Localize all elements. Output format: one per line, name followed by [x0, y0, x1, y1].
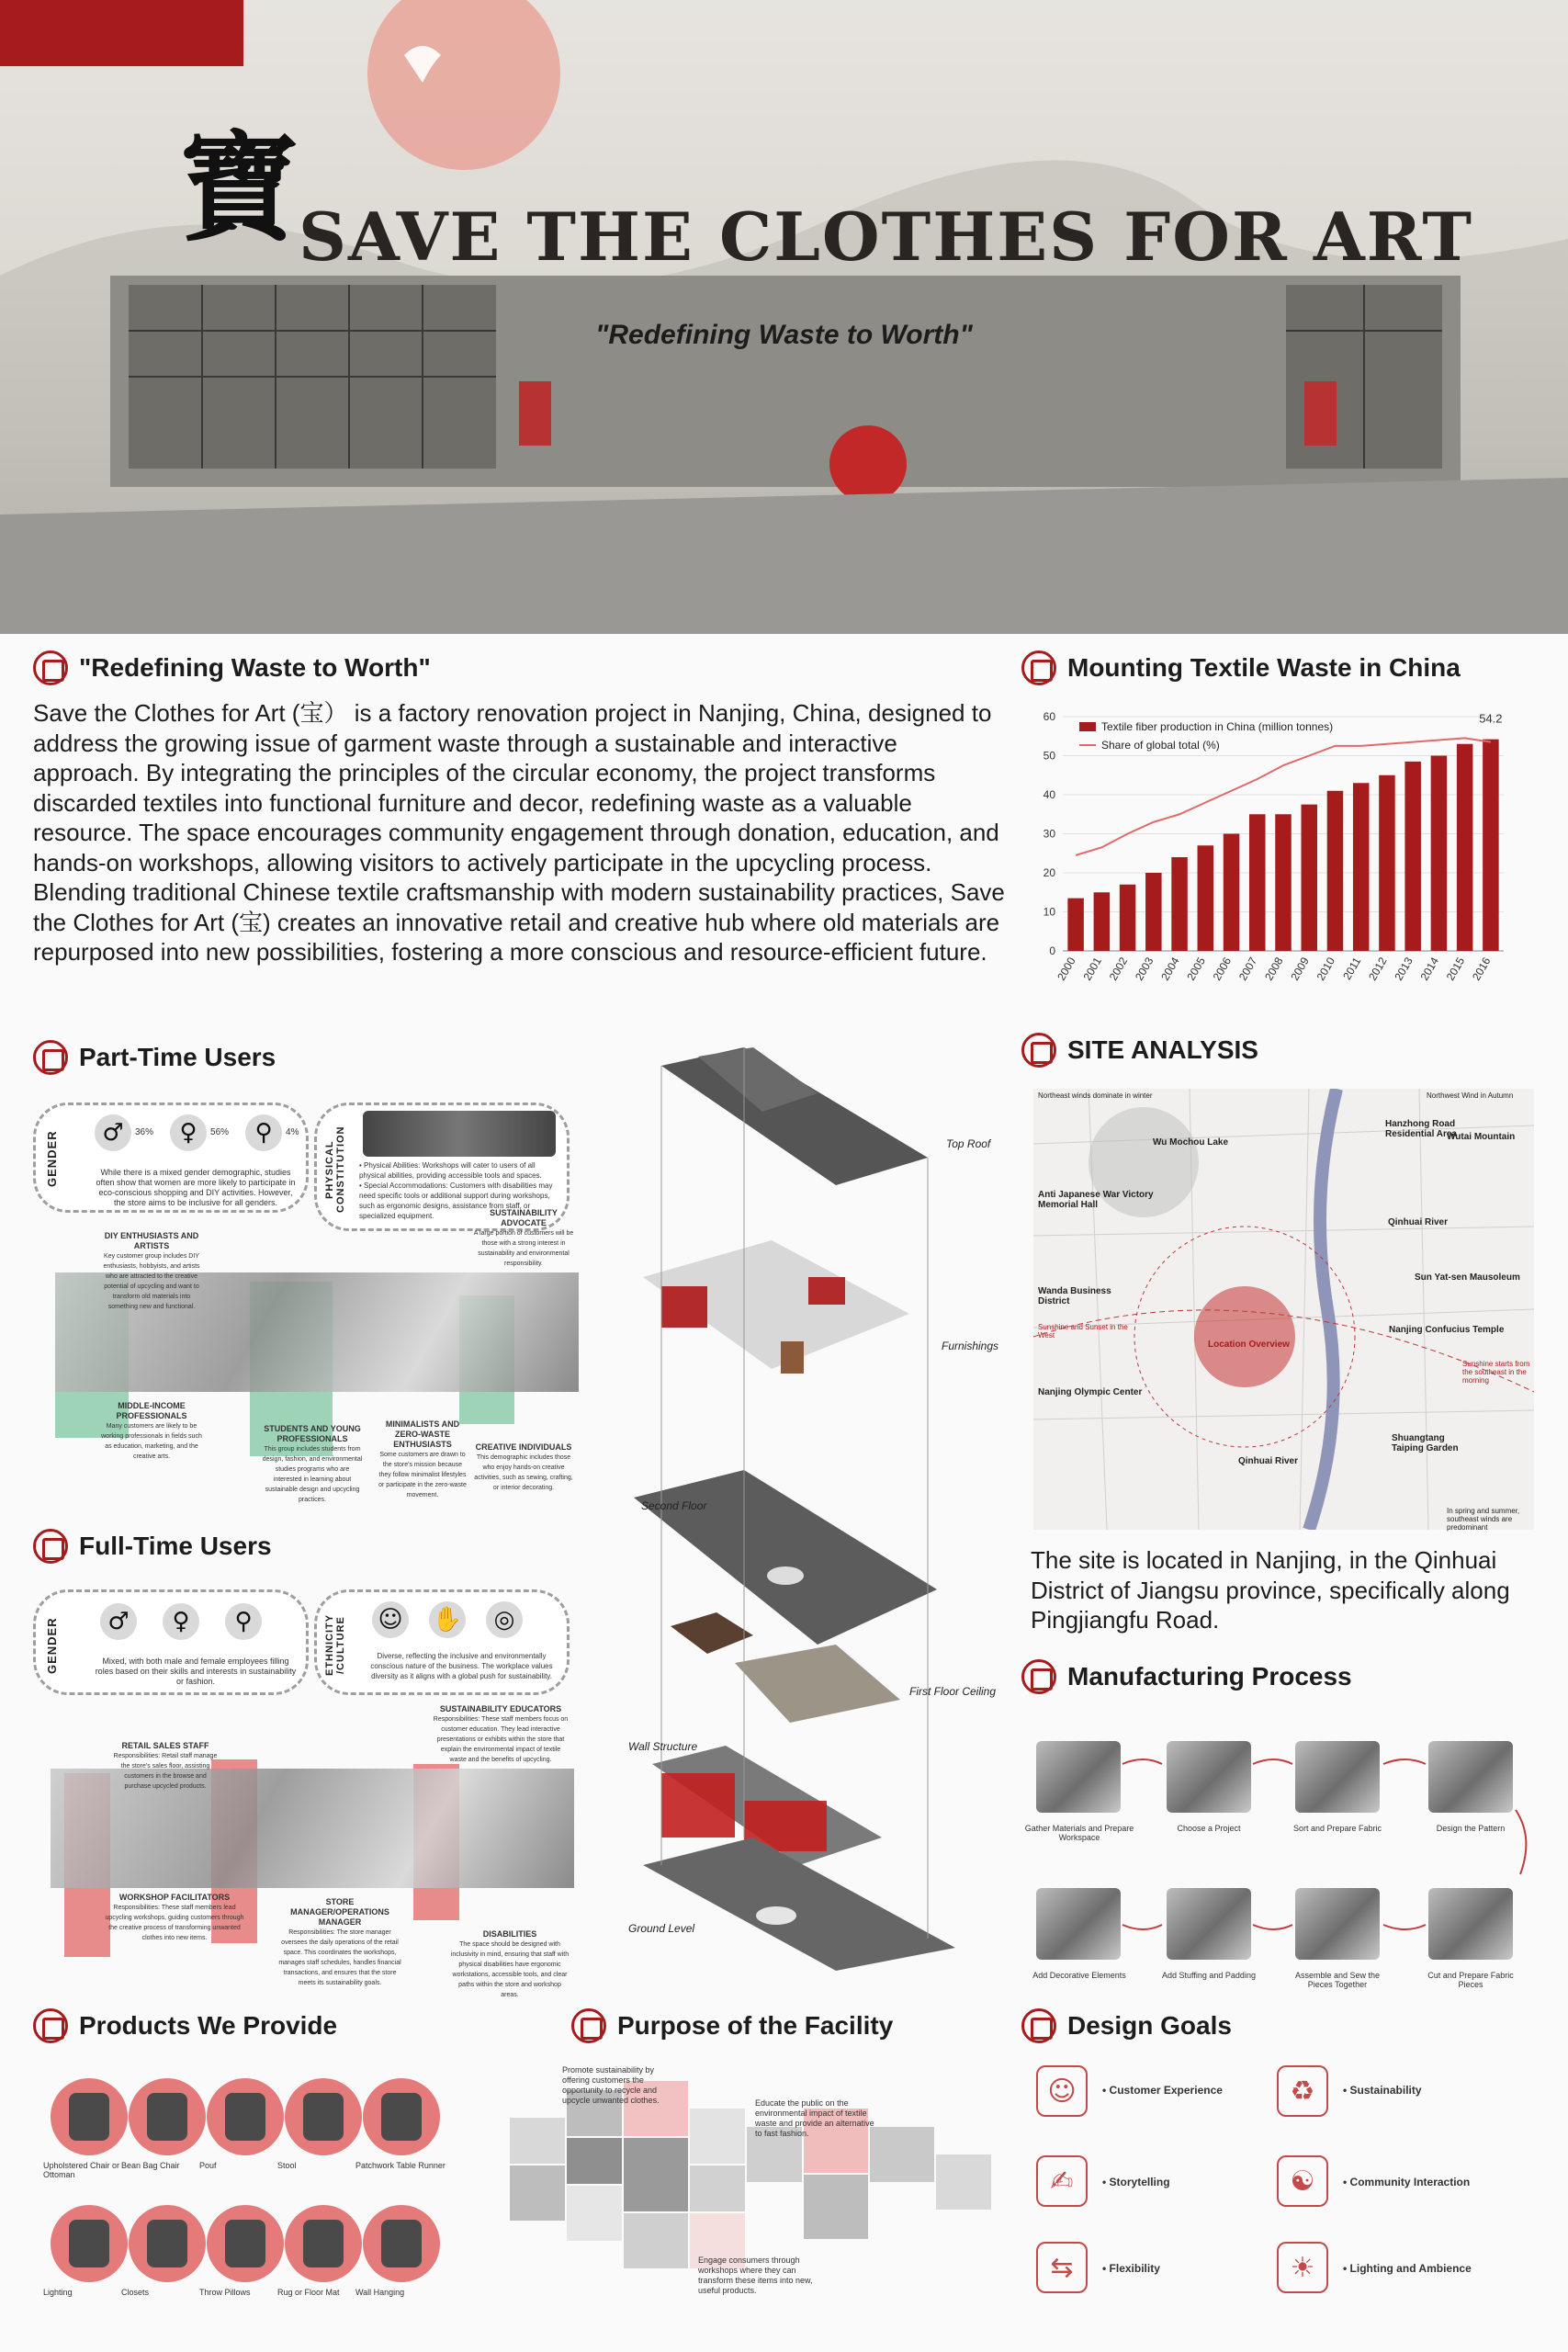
persona-text: Some customers are drawn to the store's mission because they follow minimalist lifestyles or participate in the zero-waste movement. — [378, 1452, 467, 1498]
ceiling-wood — [671, 1612, 753, 1654]
person-icon: ⚲ — [225, 1603, 262, 1640]
data-callout: 54.2 — [1479, 711, 1503, 726]
ethnicity-label: ETHNICITY /CULTURE — [324, 1613, 346, 1677]
hero-illustration — [0, 0, 1568, 634]
site-label: Shuangtang Taiping Garden — [1392, 1433, 1459, 1453]
product-label: Patchwork Table Runner — [355, 2161, 446, 2170]
goals-heading — [1021, 2008, 1232, 2043]
site-heading — [1021, 1033, 1258, 1068]
product-circle — [51, 2205, 128, 2282]
x-tick-label: 2015 — [1443, 955, 1468, 983]
gender-icons — [100, 1603, 262, 1640]
process-step-label: Design the Pattern — [1436, 1824, 1506, 1833]
product-label: Rug or Floor Mat — [277, 2288, 340, 2297]
product-image — [225, 2220, 265, 2267]
gender-stat-male — [95, 1114, 153, 1151]
persona-title: MIDDLE-INCOME PROFESSIONALS — [116, 1401, 187, 1420]
process-step-label: Sort and Prepare Fabric — [1292, 1824, 1382, 1833]
persona-card — [473, 1442, 574, 1493]
bar — [1145, 873, 1162, 951]
bar — [1301, 805, 1317, 951]
full-time-heading-label: Full-Time Users — [79, 1532, 272, 1560]
y-tick-label: 60 — [1043, 710, 1055, 723]
goal-label: • Flexibility — [1102, 2262, 1160, 2275]
x-tick-label: 2008 — [1262, 955, 1286, 983]
physical-label: PHYSICAL CONSTITUTION — [324, 1125, 346, 1214]
product-circle — [285, 2205, 362, 2282]
chinese-knot-icon — [33, 2008, 68, 2043]
axo-label-furnishings: Furnishings — [942, 1340, 999, 1352]
persona-card — [468, 1208, 579, 1269]
product-circle — [129, 2205, 206, 2282]
ethnicity-note: Diverse, reflecting the inclusive and environmentally conscious nature of the business. The workplace values diversity as it aligns with a global push for sustainability. — [370, 1652, 553, 1680]
x-tick-label: 2016 — [1470, 955, 1494, 983]
process-step-label: Assemble and Sew the Pieces Together — [1294, 1971, 1381, 1989]
goal-label: • Storytelling — [1102, 2176, 1170, 2188]
persona-text: This group includes students from design, fashion, and environmental studies programs who are interested in learning about sustainable design and upcycling practices. — [262, 1446, 363, 1503]
storytelling-icon: ✍ — [1036, 2155, 1088, 2207]
hero-red-door — [829, 425, 907, 503]
bar — [1327, 791, 1344, 951]
x-tick-label: 2001 — [1080, 955, 1104, 983]
product-image — [69, 2220, 109, 2267]
purpose-heading-label: Purpose of the Facility — [617, 2011, 894, 2040]
furnishing-unit — [661, 1286, 707, 1328]
persona-card — [432, 1704, 570, 1765]
gender-stat-female — [170, 1114, 229, 1151]
bar — [1067, 899, 1084, 951]
female-icon: ♀ — [170, 1114, 207, 1151]
site-label: Wutai Mountain — [1447, 1132, 1516, 1142]
gender-stat-value: 56% — [210, 1127, 230, 1137]
x-tick-label: 2009 — [1288, 955, 1312, 983]
manufacturing-heading — [1021, 1659, 1352, 1694]
persona-text: Many customers are likely to be working professionals in fields such as education, marketing, and the creative arts. — [101, 1423, 202, 1460]
persona-title: CREATIVE INDIVIDUALS — [475, 1442, 572, 1452]
product-label: Wall Hanging — [355, 2288, 405, 2297]
chinese-knot-icon — [1021, 1033, 1056, 1068]
site-label: Hanzhong Road Residential Area — [1385, 1119, 1457, 1139]
goal-label: • Customer Experience — [1102, 2084, 1223, 2097]
purpose-heading — [571, 2008, 893, 2043]
products-heading-label: Products We Provide — [79, 2011, 338, 2040]
gender-stat-value: 36% — [135, 1127, 154, 1137]
manufacturing-heading-label: Manufacturing Process — [1067, 1662, 1352, 1690]
bar — [1431, 756, 1448, 952]
chinese-knot-icon — [571, 2008, 606, 2043]
purpose-point: Engage consumers through workshops where they can transform these items into new, useful products. — [698, 2256, 813, 2295]
product-circle — [129, 2078, 206, 2155]
qinhuai-river — [1309, 1089, 1337, 1530]
intro-heading-label: "Redefining Waste to Worth" — [79, 653, 431, 682]
first-floor-ceiling-plate — [735, 1645, 900, 1723]
site-label: Sunshine and Sunset in the West — [1038, 1323, 1128, 1340]
product-label: Closets — [121, 2288, 150, 2297]
x-tick-label: 2013 — [1392, 955, 1416, 983]
site-label: Nanjing Olympic Center — [1038, 1387, 1143, 1397]
persona-title: MINIMALISTS AND ZERO-WASTE ENTHUSIASTS — [385, 1419, 460, 1449]
product-image — [147, 2093, 187, 2141]
unity-icon: ◎ — [486, 1601, 523, 1638]
process-step-label: Gather Materials and Prepare Workspace — [1024, 1824, 1134, 1842]
hero-red-corner — [0, 0, 243, 66]
ethnicity-panel — [314, 1589, 570, 1695]
bar — [1275, 814, 1292, 951]
gender-stat-other — [245, 1114, 299, 1151]
y-tick-label: 30 — [1043, 827, 1055, 841]
chinese-knot-icon — [33, 1529, 68, 1564]
goal-label: • Lighting and Ambience — [1343, 2262, 1472, 2275]
bar — [1198, 845, 1214, 951]
persona-card — [101, 1231, 202, 1312]
diversity-icon: ☺ — [372, 1601, 409, 1638]
y-tick-label: 20 — [1043, 866, 1055, 879]
physical-note: • Physical Abilities: Workshops will cater to users of all physical abilities, providing accessible tools and spaces. • Special Accommodations: Customers with disabilities may need specific tools or additional support during workshops, such as ergonomic designs, assistance from staff, or specialized equipment. — [359, 1161, 553, 1220]
x-tick-label: 2005 — [1184, 955, 1208, 983]
disability-figures-image — [363, 1111, 556, 1157]
persona-title: DISABILITIES — [482, 1929, 537, 1939]
floor-opening — [767, 1566, 804, 1585]
process-step-label: Choose a Project — [1177, 1824, 1241, 1833]
bar — [1094, 892, 1111, 951]
site-label: In spring and summer, southeast winds are predominant — [1447, 1507, 1520, 1532]
product-image — [303, 2093, 344, 2141]
purpose-tiles — [510, 2081, 991, 2268]
y-tick-label: 40 — [1043, 788, 1055, 801]
furnishing-unit — [808, 1277, 845, 1305]
bar — [1457, 744, 1473, 951]
site-label: Wanda Business District — [1038, 1286, 1111, 1306]
product-image — [303, 2220, 344, 2267]
site-heading-label: SITE ANALYSIS — [1067, 1035, 1258, 1064]
brand-title: SAVE THE CLOTHES FOR ART — [299, 198, 1473, 276]
purpose-point: Educate the public on the environmental impact of textile waste and provide an alternative to fast fashion. — [755, 2098, 874, 2138]
persona-card — [110, 1741, 220, 1792]
textile-chart — [1021, 698, 1517, 1020]
persona-text: Responsibilities: Retail staff manage the store's sales floor, assisting customers in the browse and purchase upcycled products. — [113, 1753, 218, 1790]
product-image — [147, 2220, 187, 2267]
process-step-label: Add Decorative Elements — [1032, 1971, 1126, 1980]
x-tick-label: 2006 — [1210, 955, 1235, 983]
intro-body: Save the Clothes for Art (宝） is a factory renovation project in Nanjing, China, designed to address the growing issue of garment waste through a sustainable and interactive approach. By integrating the principles of the circular economy, the project transforms discarded textiles into functional furniture and decor, redefining waste as a valuable resource. The space encourages community engagement through donation, education, and hands-on workshops, allowing visitors to actively participate in the upcycling process. Blending traditional Chinese textile craftsmanship with modern sustainability practices, Save the Clothes for Art (宝) creates an innovative retail and creative hub where old materials are repurposed into new possibilities, fostering a more conscious and resource-efficient future. — [33, 699, 1005, 966]
site-label: Qinhuai River — [1238, 1456, 1299, 1466]
x-tick-label: 2002 — [1106, 955, 1131, 983]
product-circle — [207, 2205, 284, 2282]
y-tick-label: 10 — [1043, 905, 1055, 919]
chinese-knot-icon — [33, 1040, 68, 1075]
persona-text: Key customer group includes DIY enthusiasts, hobbyists, and artists who are attracted to the creative potential of upcycling and want to transform old materials into something new and functional. — [103, 1253, 200, 1310]
site-label: Sunshine starts from the southeast in the morning — [1462, 1360, 1530, 1385]
customer-experience-icon: ☺ — [1036, 2065, 1088, 2117]
second-floor-plate — [634, 1470, 937, 1645]
gender-label: GENDER — [45, 1130, 59, 1187]
purpose-point: Promote sustainability by offering customers the opportunity to recycle and upcycle unwanted clothes. — [562, 2065, 660, 2105]
products-heading — [33, 2008, 337, 2043]
site-label: Northeast winds dominate in winter — [1038, 1091, 1153, 1100]
site-label: Wu Mochou Lake — [1153, 1137, 1229, 1148]
product-circle — [207, 2078, 284, 2155]
hero-tagline: "Redefining Waste to Worth" — [595, 320, 973, 350]
bar — [1353, 783, 1370, 951]
product-label: Throw Pillows — [199, 2288, 251, 2297]
x-tick-label: 2011 — [1340, 955, 1364, 982]
persona-text: The space should be designed with inclusivity in mind, ensuring that staff with physical disabilities have ergonomic workstations, accessible tools, and clear paths within the store and workshop areas. — [450, 1941, 570, 1998]
persona-title: SUSTAINABILITY ADVOCATE — [490, 1208, 558, 1227]
hero-sun — [367, 0, 560, 170]
part-time-heading — [33, 1040, 276, 1075]
persona-card — [377, 1419, 468, 1500]
product-image — [381, 2220, 422, 2267]
product-circle — [285, 2078, 362, 2155]
site-label: Northwest Wind in Autumn — [1427, 1091, 1514, 1100]
site-label: Qinhuai River — [1388, 1217, 1449, 1227]
persona-title: DIY ENTHUSIASTS AND ARTISTS — [104, 1231, 199, 1250]
chinese-knot-icon — [1021, 2008, 1056, 2043]
hero-red-panel — [519, 381, 551, 446]
chinese-knot-icon — [1021, 1659, 1056, 1694]
y-tick-label: 0 — [1049, 944, 1055, 957]
site-label: Sun Yat-sen Mausoleum — [1415, 1272, 1520, 1283]
flexibility-icon: ⇆ — [1036, 2242, 1088, 2293]
persona-card — [101, 1401, 202, 1462]
persona-card — [101, 1893, 248, 1943]
brand-logo-char: 寶 — [179, 118, 299, 258]
x-tick-label: 2003 — [1132, 955, 1156, 983]
hands-icon: ✋ — [429, 1601, 466, 1638]
persona-text: This demographic includes those who enjoy hands-on creative activities, such as sewing, crafting, or interior decorating. — [474, 1454, 573, 1491]
gender-label: GENDER — [45, 1617, 59, 1674]
persona-text: A large portion of customers will be those with a strong interest in sustainability and environmental responsibility. — [473, 1230, 574, 1267]
product-label: Pouf — [199, 2161, 217, 2170]
ethnicity-icons — [372, 1601, 523, 1638]
male-icon: ♂ — [100, 1603, 137, 1640]
product-label: Bean Bag Chair — [121, 2161, 180, 2170]
persona-title: STORE MANAGER/OPERATIONS MANAGER — [290, 1897, 389, 1927]
process-step-label: Cut and Prepare Fabric Pieces — [1427, 1971, 1514, 1989]
roof-plate — [661, 1047, 928, 1185]
full-time-heading — [33, 1529, 272, 1564]
persona-card — [276, 1897, 404, 1988]
process-arrows — [1020, 1727, 1562, 1984]
site-label: Location Overview — [1208, 1340, 1290, 1350]
part-time-heading-label: Part-Time Users — [79, 1043, 276, 1071]
goal-label: • Sustainability — [1343, 2084, 1422, 2097]
x-tick-label: 2014 — [1417, 955, 1442, 983]
process-step-label: Add Stuffing and Padding — [1162, 1971, 1256, 1980]
legend-label: Textile fiber production in China (million tonnes) — [1101, 720, 1334, 733]
product-circle — [363, 2078, 440, 2155]
person-icon: ⚲ — [245, 1114, 282, 1151]
bar — [1249, 814, 1266, 951]
axo-label-roof: Top Roof — [946, 1137, 991, 1150]
axo-label-ground: Ground Level — [628, 1922, 695, 1935]
persona-title: SUSTAINABILITY EDUCATORS — [439, 1704, 562, 1713]
goal-label: • Community Interaction — [1343, 2176, 1471, 2188]
hero-banner — [0, 0, 1568, 634]
persona-card — [450, 1929, 570, 2000]
community-icon: ☯ — [1277, 2155, 1328, 2207]
legend-label: Share of global total (%) — [1101, 739, 1220, 752]
ground-opening — [756, 1906, 796, 1925]
axo-label-second-floor: Second Floor — [641, 1499, 707, 1512]
persona-text: Responsibilities: These staff members lead upcycling workshops, guiding customers through the creative process of transforming unwanted clothes into new items. — [105, 1905, 244, 1941]
persona-text: Responsibilities: The store manager oversees the daily operations of the retail space. This coordinates the workshops, manages staff schedules, handles financial transactions, and ensures that the store meets its sustainability goals. — [278, 1929, 401, 1986]
chart-heading — [1021, 650, 1461, 685]
bar — [1404, 762, 1421, 951]
wall-red-block — [661, 1773, 735, 1838]
bar — [1483, 740, 1499, 951]
legend-swatch — [1079, 722, 1096, 731]
product-image — [69, 2093, 109, 2141]
gender-stats — [95, 1114, 299, 1151]
product-image — [381, 2093, 422, 2141]
intro-heading — [33, 650, 431, 685]
sustainability-icon: ♻ — [1277, 2065, 1328, 2117]
persona-title: RETAIL SALES STAFF — [121, 1741, 209, 1750]
chinese-knot-icon — [1021, 650, 1056, 685]
furnishing-unit — [781, 1341, 804, 1374]
male-icon: ♂ — [95, 1114, 131, 1151]
x-tick-label: 2000 — [1055, 955, 1078, 983]
bar — [1379, 775, 1395, 951]
gender-stat-value: 4% — [286, 1127, 299, 1137]
chinese-knot-icon — [33, 650, 68, 685]
persona-card — [262, 1424, 363, 1505]
x-tick-label: 2010 — [1314, 955, 1338, 983]
x-tick-label: 2012 — [1366, 955, 1390, 983]
x-tick-label: 2007 — [1235, 955, 1260, 983]
gender-note: Mixed, with both male and female employees filling roles based on their skills and interests in sustainability or fashion. — [95, 1657, 297, 1686]
hero-red-panel — [1304, 381, 1337, 446]
axo-label-ceiling: First Floor Ceiling — [909, 1685, 997, 1698]
product-image — [225, 2093, 265, 2141]
site-label: Anti Japanese War Victory Memorial Hall — [1038, 1190, 1154, 1210]
site-description: The site is located in Nanjing, in the Qinhuai District of Jiangsu province, specifically along Pingjiangfu Road. — [1031, 1546, 1510, 1634]
bar — [1224, 834, 1240, 952]
location-circle — [1194, 1286, 1295, 1387]
product-circle — [363, 2205, 440, 2282]
persona-text: Responsibilities: These staff members focus on customer education. They lead interactive presentations or exhibits within the store that explain the environmental impact of textile waste and the benefits of upcycling. — [433, 1716, 569, 1763]
female-icon: ♀ — [163, 1603, 199, 1640]
part-time-gender-panel — [33, 1102, 309, 1213]
axo-label-wall: Wall Structure — [628, 1740, 698, 1753]
goals-heading-label: Design Goals — [1067, 2011, 1232, 2040]
bar — [1120, 885, 1136, 951]
full-time-gender-panel — [33, 1589, 309, 1695]
lighting-icon: ☀ — [1277, 2242, 1328, 2293]
site-label: Nanjing Confucius Temple — [1389, 1325, 1505, 1335]
gender-note: While there is a mixed gender demographic, studies often show that women are more likely to participate in eco-conscious shopping and DIY activities. However, the store aims to be inclusive for all genders. — [96, 1168, 296, 1207]
chart-heading-label: Mounting Textile Waste in China — [1067, 653, 1461, 682]
product-label: Stool — [277, 2161, 297, 2170]
persona-title: WORKSHOP FACILITATORS — [118, 1893, 231, 1902]
product-label: Lighting — [43, 2288, 73, 2297]
bar — [1171, 857, 1188, 951]
y-tick-label: 50 — [1043, 749, 1055, 763]
product-circle — [51, 2078, 128, 2155]
product-label: Upholstered Chair or Ottoman — [43, 2161, 120, 2179]
x-tick-label: 2004 — [1158, 955, 1182, 983]
persona-title: STUDENTS AND YOUNG PROFESSIONALS — [264, 1424, 361, 1443]
